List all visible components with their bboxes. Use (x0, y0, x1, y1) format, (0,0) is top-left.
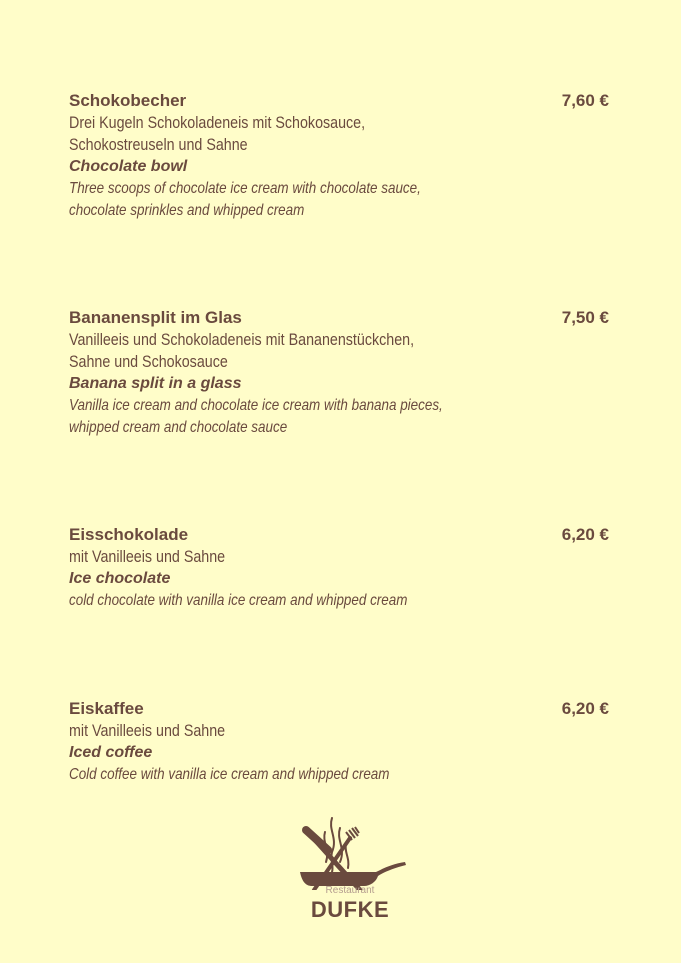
item-price: 7,60 € (561, 91, 609, 110)
item-title-en: Ice chocolate (69, 570, 171, 587)
pan-cutlery-flame-icon (280, 800, 420, 890)
item-title-en: Iced coffee (69, 744, 153, 761)
menu-item-eiskaffee (69, 698, 609, 786)
item-description-en: whipped cream and chocolate sauce (69, 419, 288, 436)
menu-item-schokobecher (69, 90, 609, 222)
item-description-en: Vanilla ice cream and chocolate ice cream with banana pieces, (69, 397, 443, 414)
item-description-en: chocolate sprinkles and whipped cream (69, 202, 305, 219)
item-description-de: Sahne und Schokosauce (69, 352, 228, 371)
item-description-de: mit Vanilleeis und Sahne (69, 547, 226, 566)
item-description-de: Schokostreuseln und Sahne (69, 135, 248, 154)
restaurant-logo (280, 800, 420, 925)
item-title: Schokobecher (69, 91, 187, 110)
item-title-en: Chocolate bowl (69, 158, 188, 175)
item-description-en: Cold coffee with vanilla ice cream and whipped cream (69, 766, 390, 783)
item-price: 7,50 € (561, 308, 609, 327)
item-title: Bananensplit im Glas (69, 308, 242, 327)
item-price: 6,20 € (561, 525, 609, 544)
item-description-de: Drei Kugeln Schokoladeneis mit Schokosauce, (69, 113, 366, 132)
item-price: 6,20 € (561, 699, 609, 718)
item-description-en: cold chocolate with vanilla ice cream and whipped cream (69, 592, 408, 609)
item-title: Eisschokolade (69, 525, 189, 544)
item-description-de: Vanilleeis und Schokoladeneis mit Bananenstückchen, (69, 330, 415, 349)
menu-item-eisschokolade (69, 524, 609, 612)
logo-name: DUFKE (310, 897, 390, 922)
item-description-en: Three scoops of chocolate ice cream with chocolate sauce, (69, 180, 421, 197)
item-title: Eiskaffee (69, 699, 144, 718)
item-title-en: Banana split in a glass (69, 375, 242, 392)
logo-subtitle: Restaurant (325, 885, 375, 896)
menu-item-bananensplit (69, 307, 609, 439)
item-description-de: mit Vanilleeis und Sahne (69, 721, 226, 740)
